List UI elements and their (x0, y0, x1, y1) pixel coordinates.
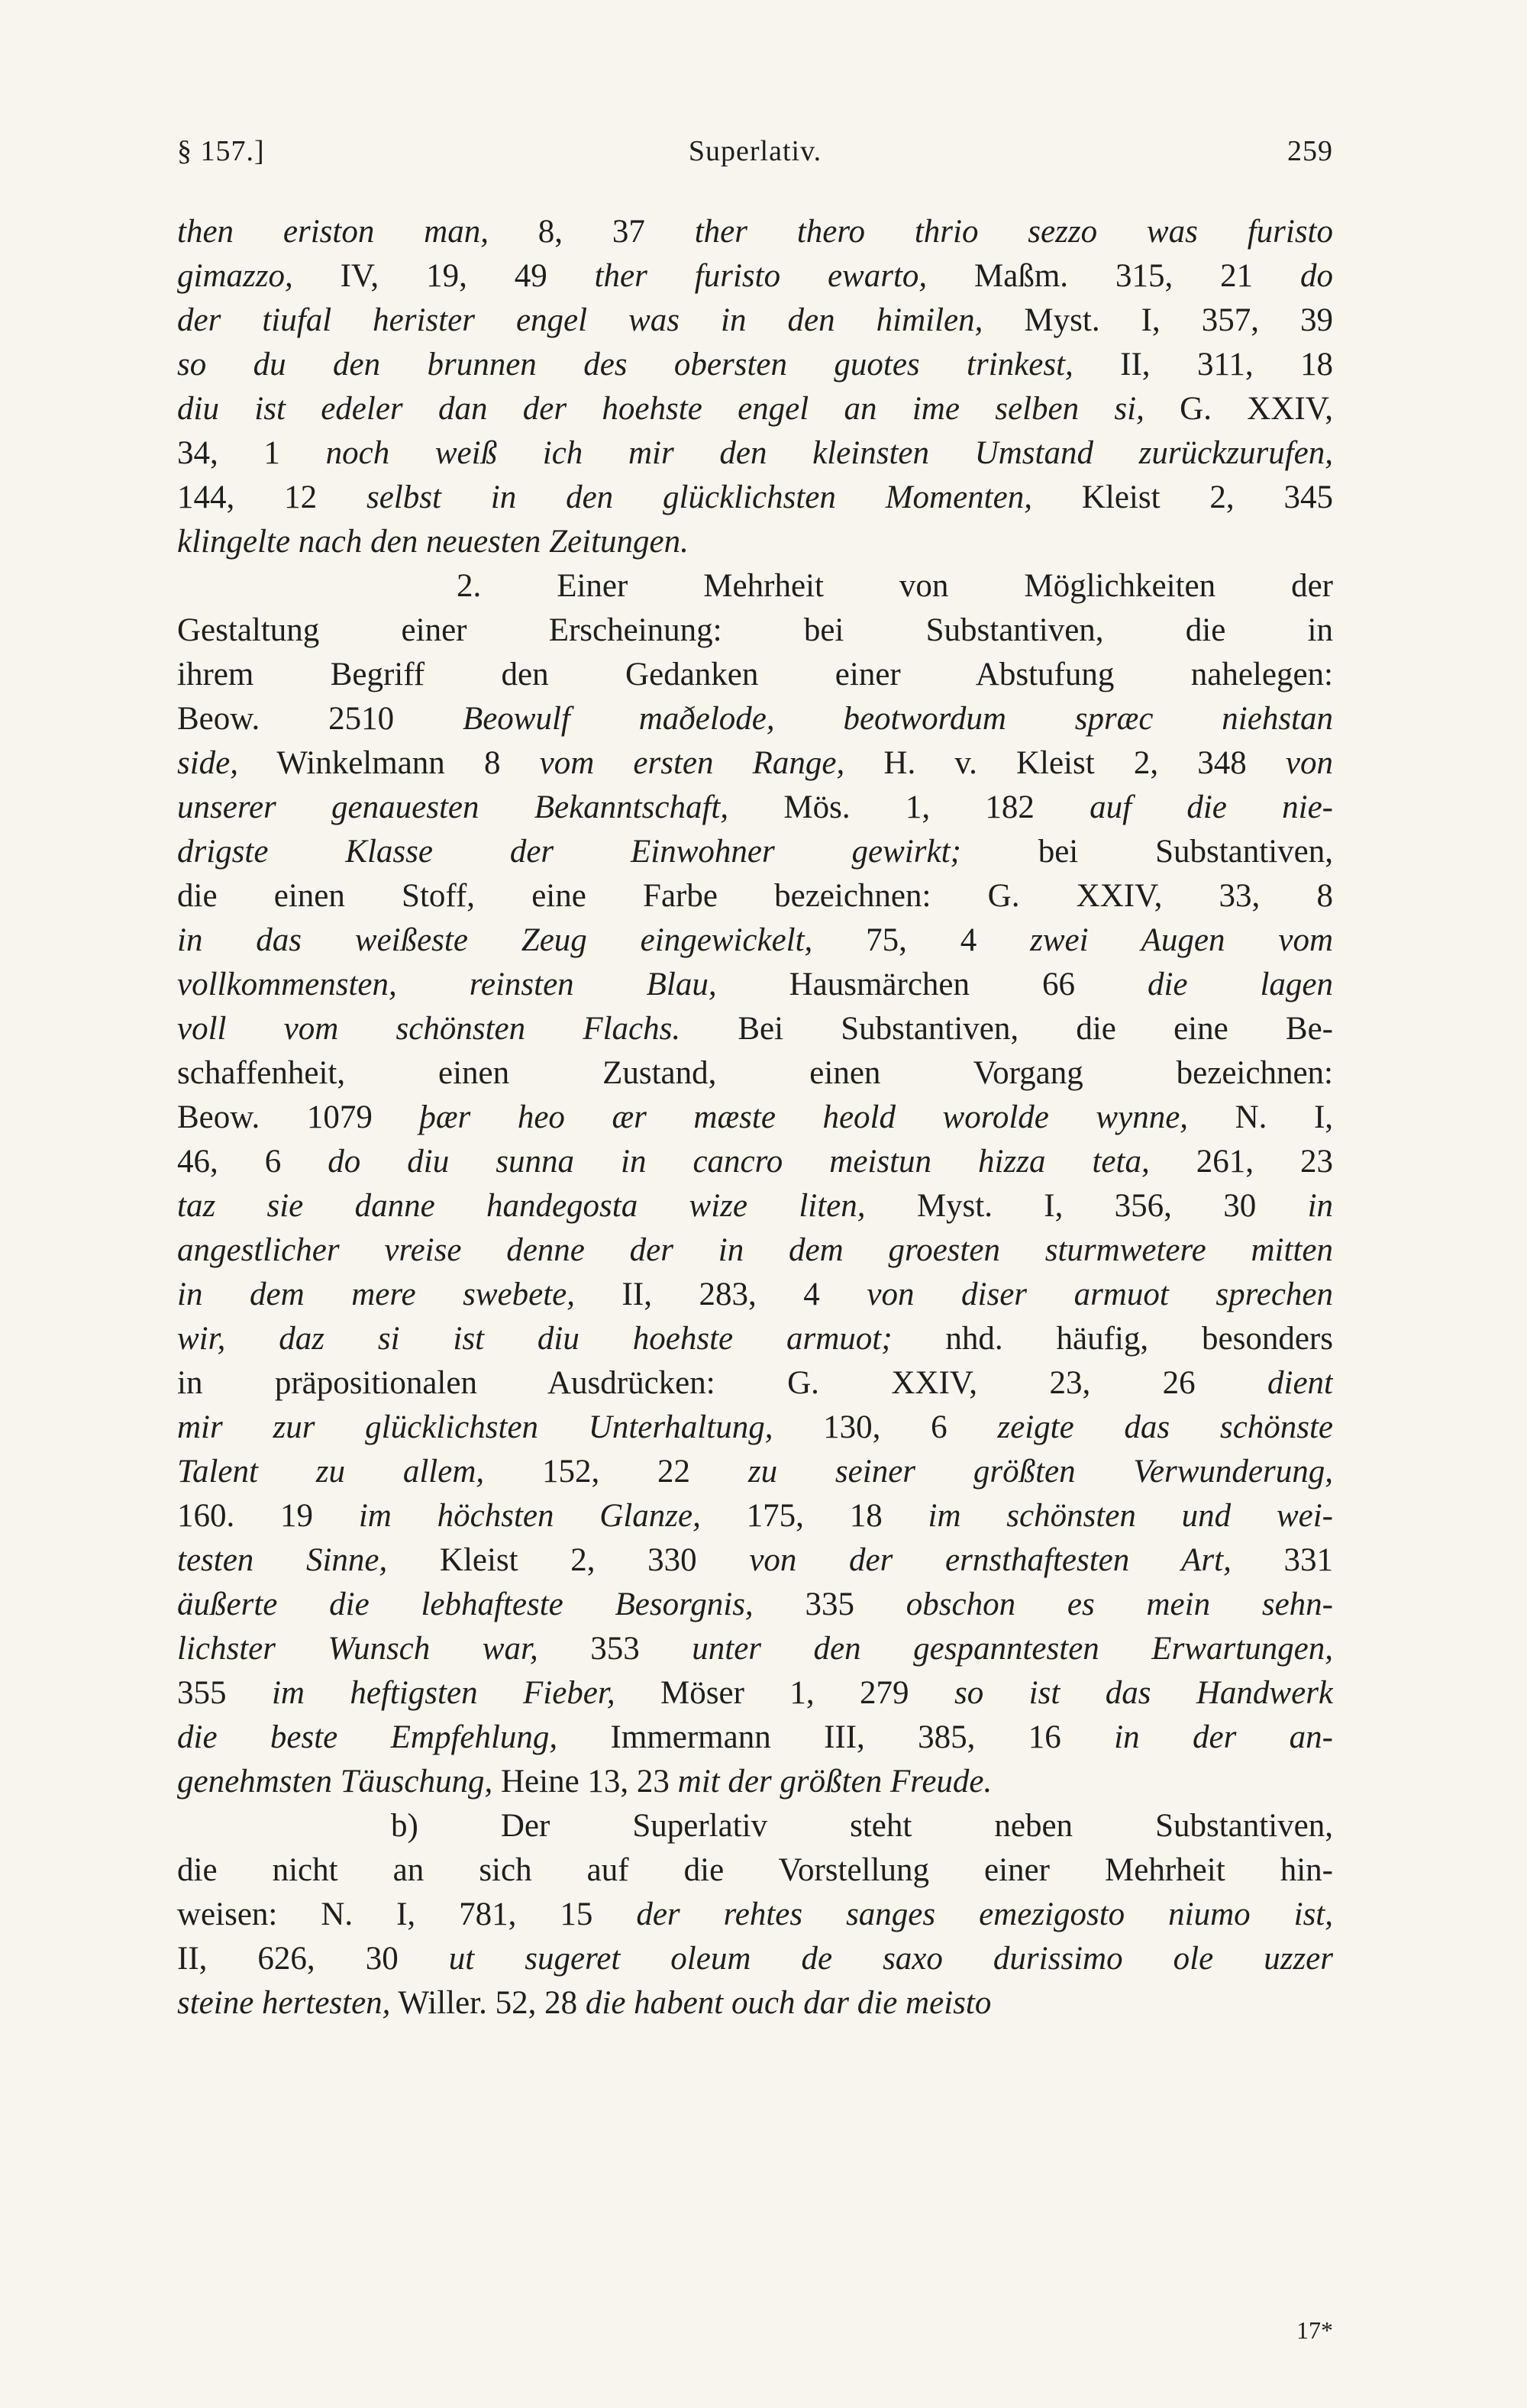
text-line (177, 1627, 1333, 1671)
text-line (177, 1273, 1333, 1317)
italic-quote: mir zur glücklichsten Unterhaltung, (177, 1409, 773, 1445)
text-line (177, 1981, 1333, 2025)
text-line (177, 608, 1333, 653)
italic-quote: zu seiner größten Verwunderung, (747, 1454, 1333, 1490)
italic-quote: side, (177, 745, 239, 781)
text-line (177, 1494, 1333, 1538)
text-run: 160. 19 (177, 1498, 359, 1534)
text-run: G. XXIV, (1144, 391, 1333, 427)
text-line (177, 653, 1333, 697)
text-line (177, 1184, 1333, 1228)
italic-quote: im heftigsten Fieber, (271, 1675, 615, 1711)
text-run: b) Der Superlativ steht neben Substantiven, (391, 1808, 1333, 1844)
text-run: Maßm. 315, 21 (927, 258, 1300, 294)
text-line (177, 786, 1333, 830)
text-line (177, 210, 1333, 254)
text-run: 34, 1 (177, 435, 326, 471)
running-header (177, 134, 1333, 180)
italic-quote: auf die nie- (1090, 789, 1333, 825)
text-run: Heine 13, 23 (492, 1764, 678, 1800)
signature-mark: 17* (1296, 2316, 1333, 2344)
text-run: IV, 19, 49 (292, 258, 595, 294)
italic-quote: so du den brunnen des obersten guotes trinkest, (177, 347, 1073, 383)
text-run: schaffenheit, einen Zustand, einen Vorgang bezeichnen: (177, 1055, 1333, 1091)
italic-quote: zeigte das schönste (997, 1409, 1333, 1445)
italic-quote: drigste Klasse der Einwohner gewirkt; (177, 834, 961, 870)
italic-quote: mit der größten Freude. (677, 1764, 993, 1800)
text-run: 353 (538, 1631, 692, 1667)
italic-quote: der rehtes sanges emezigosto niumo ist, (636, 1896, 1333, 1932)
text-line (177, 1361, 1333, 1406)
text-run: 8, 37 (488, 214, 695, 250)
text-line (177, 1893, 1333, 1937)
italic-quote: in (1307, 1188, 1333, 1224)
italic-quote: vollkommensten, reinsten Blau, (177, 967, 717, 1002)
italic-quote: angestlicher vreise denne der in dem groesten sturmwetere mitten (177, 1232, 1333, 1268)
italic-quote: von diser armuot sprechen (867, 1277, 1333, 1312)
italic-quote: then eriston man, (177, 214, 489, 250)
text-run: 152, 22 (484, 1454, 748, 1490)
italic-quote: taz sie danne handegosta wize liten, (177, 1188, 866, 1224)
text-line (177, 874, 1333, 918)
text-line (177, 1937, 1333, 1981)
italic-quote: noch weiß ich mir den kleinsten Umstand zurückzurufen, (325, 435, 1333, 471)
text-line (177, 1317, 1333, 1361)
italic-quote: obschon es mein sehn- (906, 1587, 1333, 1622)
text-run: Bei Substantiven, die eine Be- (680, 1011, 1333, 1047)
italic-quote: so ist das Handwerk (954, 1675, 1333, 1711)
text-line (177, 918, 1333, 963)
italic-quote: voll vom schönsten Flachs. (177, 1011, 681, 1047)
text-run: 335 (753, 1587, 906, 1622)
text-run: Gestaltung einer Erscheinung: bei Substantiven, die in (177, 612, 1333, 648)
text-run: Kleist 2, 345 (1031, 479, 1333, 515)
text-line (177, 963, 1333, 1007)
text-run: 175, 18 (700, 1498, 928, 1534)
text-run: Mös. 1, 182 (728, 789, 1090, 825)
italic-quote: lichster Wunsch war, (177, 1631, 538, 1667)
text-run: in präpositionalen Ausdrücken: G. XXIV, 23, 26 (177, 1365, 1268, 1401)
text-run: II, 626, 30 (177, 1941, 449, 1977)
text-line (177, 520, 1333, 564)
text-run: Möser 1, 279 (615, 1675, 954, 1711)
italic-quote: gimazzo, (177, 258, 293, 294)
italic-quote: Beowulf maðelode, beotwordum spræc niehstan (462, 701, 1333, 737)
text-run: 355 (177, 1675, 272, 1711)
section-reference: § 157.] (177, 135, 265, 167)
body-text (177, 210, 1333, 2025)
italic-quote: in der an- (1114, 1719, 1333, 1755)
text-run: N. I, (1188, 1099, 1333, 1135)
text-run: 331 (1231, 1542, 1333, 1578)
text-line (177, 1051, 1333, 1096)
text-run: die nicht an sich auf die Vorstellung einer Mehrheit hin- (177, 1852, 1333, 1888)
text-line (177, 1140, 1333, 1184)
italic-quote: von der ernsthaftesten Art, (749, 1542, 1232, 1578)
text-line (177, 1450, 1333, 1494)
italic-quote: þær heo ær mæste heold worolde wynne, (419, 1099, 1189, 1135)
italic-quote: unter den gespanntesten Erwartungen, (692, 1631, 1333, 1667)
text-line (177, 476, 1333, 520)
italic-quote: im schönsten und wei- (928, 1498, 1333, 1534)
text-line (177, 1583, 1333, 1627)
italic-quote: dient (1267, 1365, 1333, 1401)
text-run: II, 283, 4 (575, 1277, 867, 1312)
text-line (177, 254, 1333, 299)
text-run: 46, 6 (177, 1144, 328, 1180)
italic-quote: vom ersten Range, (539, 745, 845, 781)
text-line (177, 387, 1333, 431)
text-run: Myst. I, 356, 30 (865, 1188, 1308, 1224)
running-title: Superlativ. (688, 135, 822, 167)
italic-quote: von (1285, 745, 1333, 781)
text-line (177, 1228, 1333, 1273)
italic-quote: steine hertesten, (177, 1985, 391, 2021)
italic-quote: selbst in den glücklichsten Momenten, (366, 479, 1032, 515)
text-line (177, 741, 1333, 786)
text-line (177, 830, 1333, 874)
text-run: 2. Einer Mehrheit von Möglichkeiten der (457, 568, 1333, 604)
text-run: Kleist 2, 330 (387, 1542, 750, 1578)
italic-quote: wir, daz si ist diu hoehste armuot; (177, 1321, 893, 1357)
text-run: 144, 12 (177, 479, 366, 515)
text-line (177, 1848, 1333, 1893)
italic-quote: zwei Augen vom (1030, 922, 1333, 958)
text-line (177, 1007, 1333, 1051)
text-line (177, 1406, 1333, 1450)
text-run: 75, 4 (812, 922, 1031, 958)
text-line (177, 1538, 1333, 1583)
italic-quote: in das weißeste Zeug eingewickelt, (177, 922, 813, 958)
italic-quote: do diu sunna in cancro meistun hizza teta, (328, 1144, 1150, 1180)
italic-quote: der tiufal herister engel was in den himilen, (177, 302, 983, 338)
text-run: weisen: N. I, 781, 15 (177, 1896, 637, 1932)
italic-quote: Talent zu allem, (177, 1454, 485, 1490)
italic-quote: ther thero thrio sezzo was furisto (694, 214, 1333, 250)
text-run: Beow. 2510 (177, 701, 463, 737)
text-line (177, 343, 1333, 387)
text-run: Immermann III, 385, 16 (557, 1719, 1115, 1755)
text-line (177, 1671, 1333, 1716)
italic-quote: die lagen (1147, 967, 1333, 1002)
text-run: Winkelmann 8 (238, 745, 540, 781)
italic-quote: klingelte nach den neuesten Zeitungen. (177, 524, 689, 560)
text-line (177, 431, 1333, 476)
italic-quote: äußerte die lebhafteste Besorgnis, (177, 1587, 754, 1622)
text-line (177, 1096, 1333, 1140)
text-run: bei Substantiven, (960, 834, 1333, 870)
text-line (177, 299, 1333, 343)
text-run: die einen Stoff, eine Farbe bezeichnen: G. XXIV, 33, 8 (177, 878, 1333, 914)
italic-quote: unserer genauesten Bekanntschaft, (177, 789, 729, 825)
text-line (177, 1716, 1333, 1760)
text-run: Hausmärchen 66 (716, 967, 1148, 1002)
italic-quote: testen Sinne, (177, 1542, 388, 1578)
italic-quote: ther furisto ewarto, (594, 258, 928, 294)
text-line (177, 697, 1333, 741)
text-line (177, 1804, 1333, 1848)
text-run: ihrem Begriff den Gedanken einer Abstufung nahelegen: (177, 657, 1333, 692)
italic-quote: die habent ouch dar die meisto (585, 1985, 992, 2021)
text-run: Willer. 52, 28 (390, 1985, 586, 2021)
text-run: 130, 6 (773, 1409, 998, 1445)
italic-quote: diu ist edeler dan der hoehste engel an ime selben si, (177, 391, 1144, 427)
text-run: Myst. I, 357, 39 (983, 302, 1333, 338)
page-number: 259 (1287, 135, 1333, 167)
text-run: Beow. 1079 (177, 1099, 420, 1135)
text-line (177, 1760, 1333, 1804)
text-run: 261, 23 (1149, 1144, 1333, 1180)
text-run: II, 311, 18 (1073, 347, 1333, 383)
italic-quote: im höchsten Glanze, (358, 1498, 701, 1534)
italic-quote: die beste Empfehlung, (177, 1719, 558, 1755)
italic-quote: do (1299, 258, 1333, 294)
text-run: nhd. häufig, besonders (892, 1321, 1333, 1357)
italic-quote: ut sugeret oleum de saxo durissimo ole uzzer (448, 1941, 1333, 1977)
italic-quote: in dem mere swebete, (177, 1277, 575, 1312)
text-run: H. v. Kleist 2, 348 (844, 745, 1286, 781)
text-line (177, 564, 1333, 608)
italic-quote: genehmsten Täuschung, (177, 1764, 493, 1800)
